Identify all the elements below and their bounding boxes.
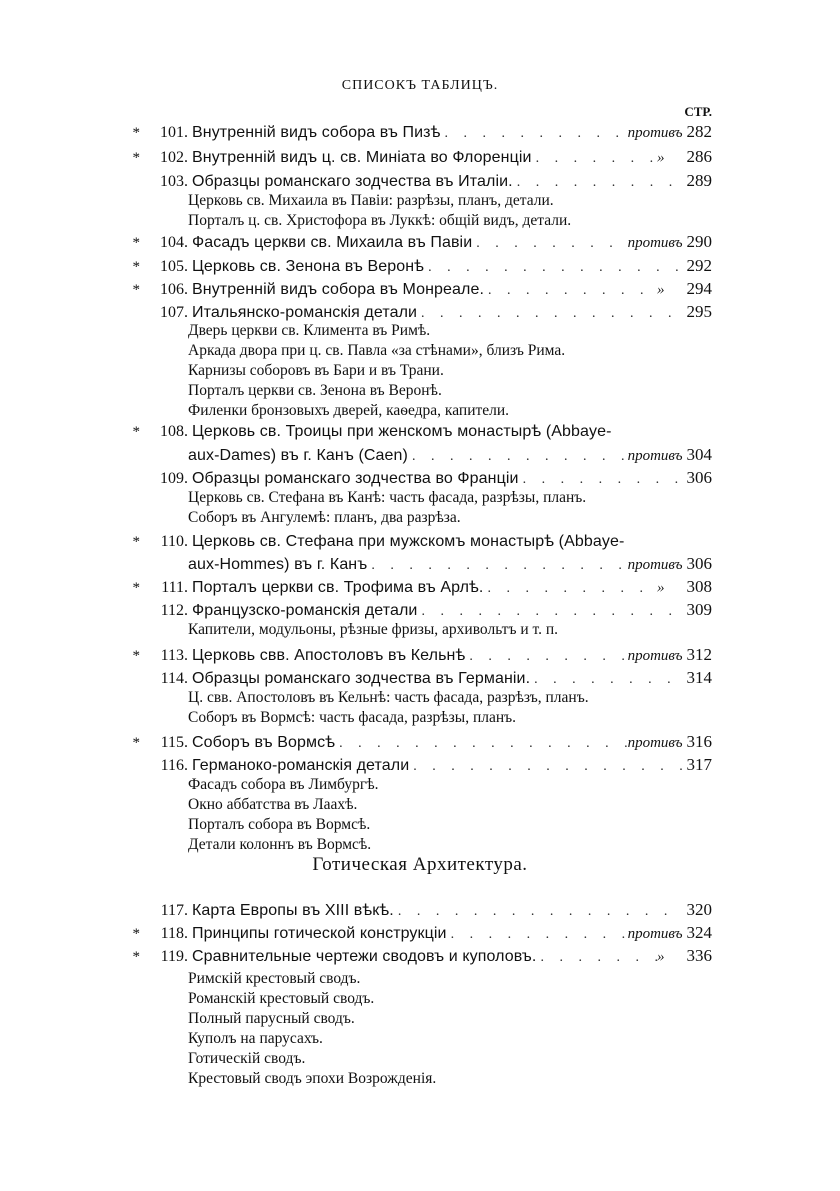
entry-page: 286: [686, 147, 712, 166]
entry-page: 312: [686, 645, 712, 664]
entry-against: противъ: [627, 125, 683, 141]
entry-title: Внутренній видъ собора въ Пизѣ: [192, 124, 441, 141]
entry-subitem: Соборъ въ Вормсѣ: часть фасада, разрѣзы, планъ.: [188, 709, 517, 726]
page-title: СПИСОКЪ ТАБЛИЦЪ.: [341, 78, 499, 93]
entry-page: 308: [686, 577, 712, 596]
entry-against: противъ: [627, 557, 683, 573]
entry-marker: *: [132, 926, 140, 942]
entry-title: Церковь свв. Апостоловъ въ Кельнѣ: [192, 647, 466, 664]
leader-dots: [421, 302, 682, 326]
entry-marker: *: [132, 125, 140, 141]
entry-title: Церковь св. Стефана при мужскомъ монастырѣ (Abbaye-: [192, 533, 625, 550]
entry-page: 295: [686, 302, 712, 321]
entry-number: 107.: [160, 304, 188, 321]
toc-entry-104: [132, 230, 712, 254]
entry-against: »: [657, 150, 665, 166]
page-column-label: СТР.: [684, 104, 712, 119]
entry-number: 110.: [160, 533, 188, 550]
entry-subitem: Капители, модульоны, рѣзные фризы, архивольтъ и т. п.: [188, 621, 559, 638]
entry-title: Принципы готической конструкціи: [192, 925, 447, 942]
entry-marker: *: [132, 580, 140, 596]
entry-number: 117.: [160, 902, 188, 919]
entry-marker: *: [132, 235, 140, 251]
entry-subitem: Аркада двора при ц. св. Павла «за стѣнами», близъ Рима.: [188, 342, 566, 359]
entry-against: »: [657, 580, 665, 596]
entry-against: противъ: [627, 448, 683, 464]
entry-page: 306: [686, 468, 712, 487]
entry-subitem: Порталъ церкви св. Зенона въ Веронѣ.: [188, 382, 442, 399]
section-title: Готическая Архитектура.: [312, 854, 528, 875]
entry-number: 108.: [160, 423, 188, 440]
toc-entry-108-continued: [188, 443, 712, 467]
entry-subitem: Фасадъ собора въ Лимбургѣ.: [188, 776, 379, 793]
toc-entry-106: [132, 277, 712, 301]
entry-title: Французско-романскія детали: [192, 602, 418, 619]
leader-dots: [476, 232, 627, 256]
entry-against: противъ: [627, 735, 683, 751]
leader-dots: [413, 755, 682, 779]
toc-entry-119: [132, 944, 712, 968]
entry-page: 320: [686, 900, 712, 919]
entry-number: 113.: [160, 647, 188, 664]
leader-dots: [444, 122, 627, 146]
entry-marker: *: [132, 259, 140, 275]
entry-number: 105.: [160, 258, 188, 275]
entry-subitem: Церковь св. Михаила въ Павіи: разрѣзы, планъ, детали.: [188, 192, 554, 209]
entry-number: 114.: [160, 670, 188, 687]
entry-title: Германоко-романскія детали: [192, 757, 410, 774]
entry-against: »: [657, 949, 665, 965]
entry-marker: *: [132, 534, 140, 550]
entry-subitem: Романскій крестовый сводъ.: [188, 990, 375, 1007]
entry-title-continued: aux-Dames) въ г. Канъ (Caen): [188, 447, 408, 464]
entry-title: Фасадъ церкви св. Михаила въ Павіи: [192, 234, 473, 251]
entry-title: Образцы романскаго зодчества во Франціи: [192, 470, 519, 487]
entry-marker: *: [132, 282, 140, 298]
entry-title: Образцы романскаго зодчества въ Германіи.: [192, 670, 531, 687]
entry-title: Соборъ въ Вормсѣ: [192, 734, 336, 751]
entry-page: 290: [686, 232, 712, 251]
entry-subitem: Церковь св. Стефана въ Канѣ: часть фасада, разрѣзы, планъ.: [188, 489, 587, 506]
entry-page: 294: [686, 279, 712, 298]
entry-number: 119.: [160, 948, 188, 965]
entry-number: 111.: [161, 579, 188, 596]
entry-title: Порталъ церкви св. Трофима въ Арлѣ.: [192, 579, 484, 596]
entry-page: 306: [686, 554, 712, 573]
toc-entry-110: [132, 530, 712, 554]
entry-number: 112.: [160, 602, 188, 619]
entry-title: Итальянско-романскія детали: [192, 304, 418, 321]
entry-subitem: Порталъ ц. св. Христофора въ Луккѣ: общій видъ, детали.: [188, 212, 572, 229]
entry-subitem: Детали колоннъ въ Вормсѣ.: [188, 836, 372, 853]
entry-marker: *: [132, 150, 140, 166]
entry-number: 102.: [160, 149, 188, 166]
entry-page: 282: [686, 122, 712, 141]
entry-page: 316: [686, 732, 712, 751]
entry-page: 336: [686, 946, 712, 965]
entry-subitem: Готическій сводъ.: [188, 1050, 306, 1067]
entry-subitem: Дверь церкви св. Климента въ Римѣ.: [188, 322, 431, 339]
entry-number: 115.: [160, 734, 188, 751]
leader-dots: [540, 946, 657, 970]
entry-subitem: Филенки бронзовыхъ дверей, каѳедра, капители.: [188, 402, 510, 419]
entry-subitem: Соборъ въ Ангулемѣ: планъ, два разрѣза.: [188, 509, 461, 526]
entry-marker: *: [132, 648, 140, 664]
entry-subitem: Карнизы соборовъ въ Бари и въ Трани.: [188, 362, 444, 379]
toc-entry-101: [132, 120, 712, 144]
entry-subitem: Римскій крестовый сводъ.: [188, 970, 361, 987]
entry-number: 104.: [160, 234, 188, 251]
entry-number: 103.: [160, 173, 188, 190]
toc-entry-108: [132, 420, 712, 444]
toc-entry-110-continued: [188, 552, 712, 576]
entry-number: 109.: [160, 470, 188, 487]
entry-title: Образцы романскаго зодчества въ Италіи.: [192, 173, 513, 190]
entry-title: Церковь св. Троицы при женскомъ монастырѣ (Abbaye-: [192, 423, 612, 440]
entry-subitem: Ц. свв. Апостоловъ въ Кельнѣ: часть фасада, разрѣзъ, планъ.: [188, 689, 589, 706]
entry-against: противъ: [627, 648, 683, 664]
entry-page: 309: [686, 600, 712, 619]
entry-title: Внутренній видъ собора въ Монреале.: [192, 281, 485, 298]
entry-subitem: Окно аббатства въ Лаахѣ.: [188, 796, 358, 813]
entry-subitem: Куполъ на парусахъ.: [188, 1030, 323, 1047]
entry-page: 304: [686, 445, 712, 464]
entry-number: 106.: [160, 281, 188, 298]
entry-against: »: [657, 282, 665, 298]
entry-page: 317: [686, 755, 712, 774]
entry-page: 324: [686, 923, 712, 942]
entry-title: Карта Европы въ XIII вѣкѣ.: [192, 902, 394, 919]
toc-entry-105: [132, 254, 712, 278]
toc-entry-111: [132, 575, 712, 599]
entry-marker: *: [132, 735, 140, 751]
entry-title-continued: aux-Hommes) въ г. Канъ: [188, 556, 368, 573]
entry-page: 292: [686, 256, 712, 275]
leader-dots: [536, 147, 657, 171]
entry-page: 289: [686, 171, 712, 190]
entry-marker: *: [132, 949, 140, 965]
entry-against: противъ: [627, 235, 683, 251]
entry-title: Церковь св. Зенона въ Веронѣ: [192, 258, 425, 275]
toc-entry-115: [132, 730, 712, 754]
entry-against: противъ: [627, 926, 683, 942]
entry-subitem: Порталъ собора въ Вормсѣ.: [188, 816, 371, 833]
entry-number: 118.: [160, 925, 188, 942]
entry-title: Сравнительные чертежи сводовъ и куполовъ.: [192, 948, 537, 965]
entry-subitem: Крестовый сводъ эпохи Возрожденія.: [188, 1070, 437, 1087]
toc-entry-113: [132, 643, 712, 667]
toc-entry-117: [132, 898, 712, 922]
entry-page: 314: [686, 668, 712, 687]
entry-title: Внутренній видъ ц. св. Миніата во Флоренціи: [192, 149, 532, 166]
entry-marker: *: [132, 424, 140, 440]
entry-number: 116.: [160, 757, 188, 774]
toc-entry-118: [132, 921, 712, 945]
entry-number: 101.: [160, 124, 188, 141]
toc-entry-102: [132, 145, 712, 169]
entry-subitem: Полный парусный сводъ.: [188, 1010, 355, 1027]
